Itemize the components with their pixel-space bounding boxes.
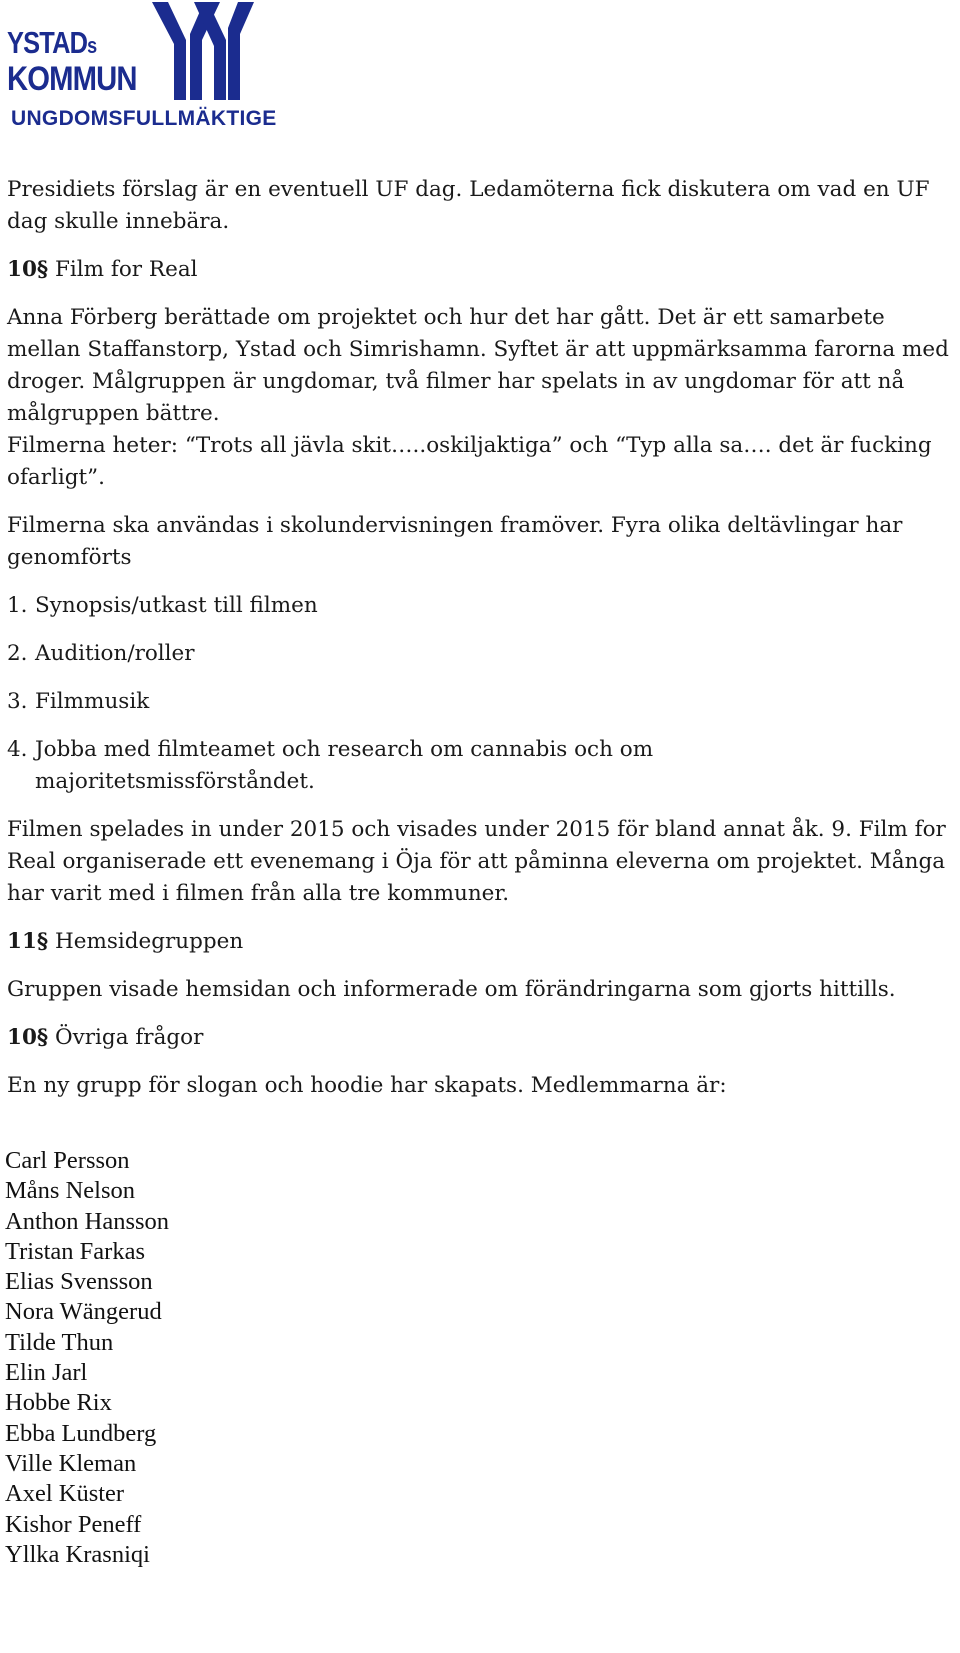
hemsidegruppen-paragraph: Gruppen visade hemsidan och informerade om förändringarna som gjorts hittills. bbox=[7, 977, 896, 1002]
member-name: Carl Persson bbox=[5, 1147, 130, 1174]
logo-emblem-icon bbox=[148, 0, 256, 100]
logo-line-1: YSTADs bbox=[7, 25, 97, 60]
section-heading-film-for-real: 10§ Film for Real bbox=[7, 257, 198, 282]
member-name: Ville Kleman bbox=[5, 1449, 137, 1477]
member-name: Elin Jarl bbox=[5, 1359, 88, 1387]
film-for-real-paragraph-3: Filmerna ska användas i skolundervisningen framöver. Fyra olika deltävlingar har genomförts bbox=[7, 513, 903, 570]
member-name: Nora Wängerud bbox=[5, 1298, 162, 1326]
organization-name: UNGDOMSFULLMÄKTIGE bbox=[11, 107, 277, 130]
member-name: Hobbe Rix bbox=[5, 1389, 112, 1417]
member-name: Yllka Krasniqi bbox=[5, 1540, 150, 1568]
member-name: Tristan Farkas bbox=[5, 1237, 145, 1265]
member-list bbox=[5, 1146, 405, 1570]
member-name: Anthon Hansson bbox=[5, 1207, 170, 1235]
ovriga-fragor-paragraph: En ny grupp för slogan och hoodie har skapats. Medlemmarna är: bbox=[7, 1073, 727, 1098]
municipality-logo bbox=[4, 0, 324, 130]
list-item: 2. Audition/roller bbox=[7, 641, 195, 666]
member-name: Kishor Peneff bbox=[5, 1510, 142, 1538]
member-name: Tilde Thun bbox=[5, 1328, 114, 1356]
list-item: 3. Filmmusik bbox=[7, 689, 150, 714]
member-name: Elias Svensson bbox=[5, 1268, 153, 1296]
member-name: Axel Küster bbox=[5, 1480, 125, 1508]
document-body bbox=[7, 174, 952, 1102]
member-name: Måns Nelson bbox=[5, 1177, 135, 1205]
logo-line-2: KOMMUN bbox=[7, 60, 137, 98]
section-heading-ovriga-fragor: 10§ Övriga frågor bbox=[7, 1025, 204, 1050]
film-for-real-paragraph-4: Filmen spelades in under 2015 och visades under 2015 för bland annat åk. 9. Film for Real organiserade ett evenemang i Öja för att påminna eleverna om projektet. Många har varit med i filmen från alla tre kommuner. bbox=[7, 817, 946, 906]
competition-list bbox=[7, 590, 952, 798]
list-item: 4. Jobba med filmteamet och research om cannabis och om majoritetsmissförståndet. bbox=[7, 737, 654, 794]
film-for-real-paragraph-2: Filmerna heter: “Trots all jävla skit…..oskiljaktiga” och “Typ alla sa…. det är fucking ofarligt”. bbox=[7, 433, 932, 490]
intro-paragraph: Presidiets förslag är en eventuell UF dag. Ledamöterna fick diskutera om vad en UF dag skulle innebära. bbox=[7, 177, 930, 234]
section-heading-hemsidegruppen: 11§ Hemsidegruppen bbox=[7, 929, 244, 954]
film-for-real-paragraph-1: Anna Förberg berättade om projektet och hur det har gått. Det är ett samarbete mellan Staffanstorp, Ystad och Simrishamn. Syftet är att uppmärksamma farorna med droger. Målgruppen är ungdomar, två filmer har spelats in av ungdomar för att nå målgruppen bättre. bbox=[7, 305, 949, 426]
member-name: Ebba Lundberg bbox=[5, 1419, 157, 1447]
list-item: 1. Synopsis/utkast till filmen bbox=[7, 593, 318, 618]
